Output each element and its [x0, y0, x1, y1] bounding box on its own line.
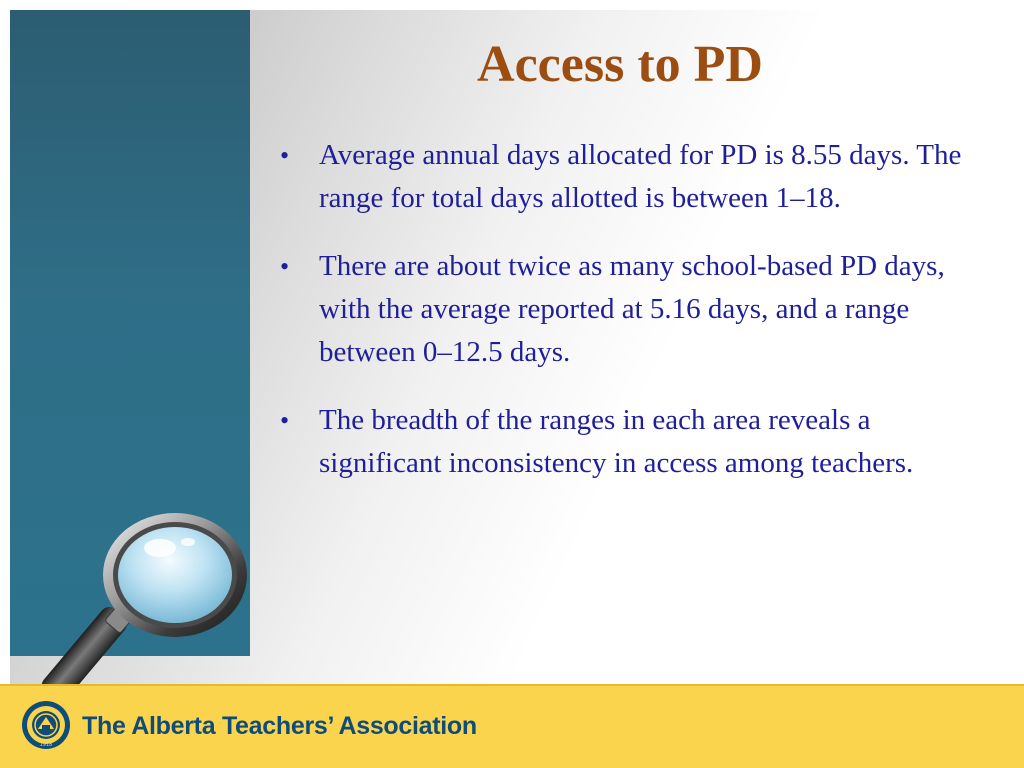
- bullet-marker: •: [280, 141, 290, 170]
- bullet-list: [280, 134, 970, 510]
- ata-seal-icon: [20, 699, 72, 751]
- footer-bar: [0, 684, 1024, 768]
- lens-highlight-small: [181, 538, 195, 546]
- seal-year: 1918: [39, 742, 53, 748]
- organization-name: The Alberta Teachers’ Association: [82, 712, 477, 740]
- bullet-text: The breadth of the ranges in each area reveals a significant inconsistency in access among teachers.: [319, 404, 914, 479]
- bullet-marker: •: [280, 252, 290, 281]
- bullet-text: There are about twice as many school-based PD days, with the average reported at 5.16 days, and a range between 0–12.5 days.: [319, 250, 945, 368]
- bullet-text: Average annual days allocated for PD is 8.55 days. The range for total days allotted is between 1–18.: [319, 139, 962, 214]
- bullet-marker: •: [280, 406, 290, 435]
- slide-title: Access to PD: [477, 36, 763, 93]
- magnifier-lens: [118, 527, 232, 623]
- magnifying-glass-icon: [20, 500, 260, 700]
- bullet-item: [280, 399, 970, 485]
- footer-divider: [0, 684, 1024, 686]
- lens-highlight: [144, 539, 176, 557]
- bullet-item: [280, 134, 970, 220]
- bullet-item: [280, 245, 970, 374]
